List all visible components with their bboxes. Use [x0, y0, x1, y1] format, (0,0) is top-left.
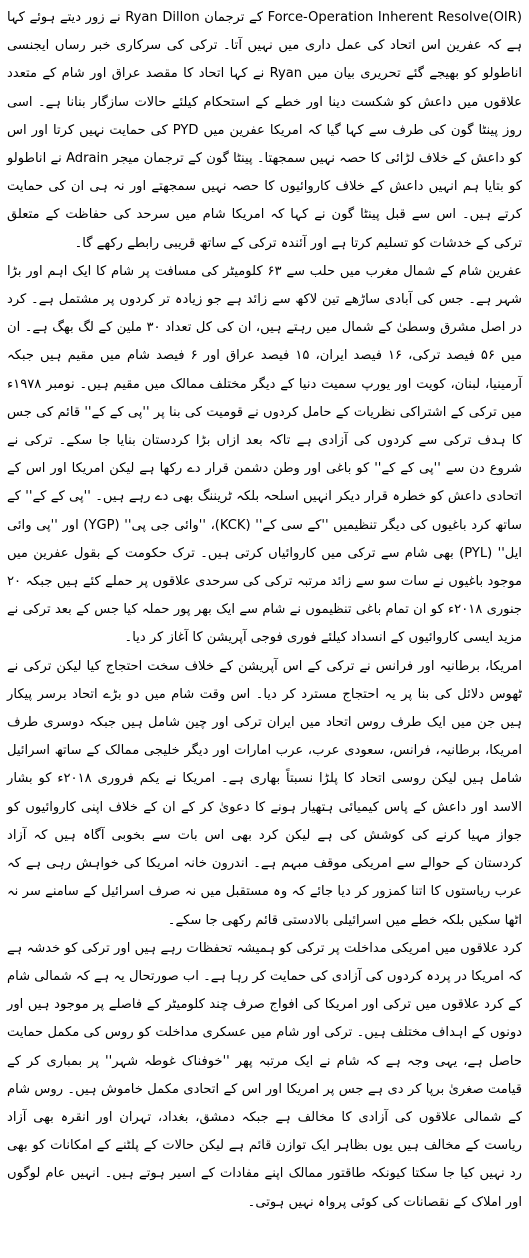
article-paragraph-3: امریکا، برطانیہ اور فرانس نے ترکی کے اس آپریشن کے خلاف سخت احتجاج کیا لیکن ترکی نے ٹھوس دلائل کی بنا پر یہ احتجاج مسترد کر دیا۔ اس وقت شام میں دو بڑے اتحاد برسر پیکار ہیں جن میں ایک طرف روس اتحاد میں ایران ترکی اور چین شامل ہیں جبکہ دوسری طرف امریکا، برطانیہ، فرانس، سعودی عرب، عرب امارات اور دیگر خلیجی ممالک کے ساتھ اسرائیل شامل ہیں لیکن روسی اتحاد کا پلڑا نسبتاً بھاری ہے۔ امریکا نے یکم فروری ۲۰۱۸ء کو بشار الاسد اور داعش کے پاس کیمیائی ہتھیار ہونے کا دعویٰ کر کے ان کے خلاف اپنی کاروائیوں کو جواز مہیا کرنے کی کوشش کی ہے لیکن کرد بھی اس بات سے بخوبی آگاہ ہیں کہ آزاد کردستان کے حوالے سے امریکی موقف مبہم ہے۔ اندرون خانہ امریکا کی خواہش رہی ہے کہ عرب ریاستوں کا اتنا کمزور کر دیا جائے کہ وہ مستقبل میں نہ صرف اسرائیل کے سامنے سر نہ اٹھا سکیں بلکہ خطے میں اسرائیلی بالادستی قائم رکھی جا سکے۔: [7, 658, 522, 928]
article-paragraph-4: کرد علاقوں میں امریکی مداخلت پر ترکی کو ہمیشہ تحفظات رہے ہیں اور ترکی کو خدشہ ہے کہ امریکا در پردہ کردوں کی آزادی کی حمایت کر رہا ہے۔ اب صورتحال یہ ہے کہ شمالی شام کے کرد علاقوں میں ترکی اور امریکا کی افواج صرف چند کلومیٹر کے فاصلے پر موجود ہیں اور دونوں کے اہداف مختلف ہیں۔ ترکی اور شام میں عسکری مداخلت کو روس کی مکمل حمایت حاصل ہے، یہی وجہ ہے کہ شام نے ایک مرتبہ پھر ''خوفناک غوطہ شہر'' پر بمباری کر کے قیامت صغریٰ برپا کر دی ہے جس پر امریکا اور اس کے اتحادی مکمل خاموش ہیں۔ روس شام کے شمالی علاقوں کی آزادی کا مخالف ہے جبکہ دمشق، بغداد، تہران اور انقرہ بھی آزاد ریاست کے مخالف ہیں یوں بظاہر ایک توازن قائم ہے لیکن حالات کے پلٹنے کے امکانات کو بھی رد نہیں کیا جا سکتا کیونکہ طاقتور ممالک اپنے مفادات کے اسیر ہوتے ہیں۔ انہیں عام لوگوں اور املاک کے نقصانات کی کوئی پرواہ نہیں ہوتی۔: [7, 940, 522, 1210]
article-paragraph-1: (OIR)Force-Operation Inherent Resolve کے ترجمان Ryan Dillon نے زور دیتے ہوئے کہا ہے کہ عفرین اس اتحاد کی عمل داری میں نہیں آتا۔ ترکی کی سرکاری خبر رساں ایجنسی اناطولو کو بھیجے گئے تحریری بیان میں Ryan نے کہا اتحاد کا مقصد عراق اور شام کے متعدد علاقوں میں داعش کو شکست دینا اور خطے کے استحکام کیلئے حالات سازگار بنانا ہے۔ اسی روز پینٹا گون کی طرف سے کہا گیا کہ امریکا عفرین میں PYD کی حمایت نہیں کرتا اور اس کو داعش کے خلاف لڑائی کا حصہ نہیں سمجھتا۔ پینٹا گون کے ترجمان میجر Adrain نے اناطولو کو بتایا ہم انہیں داعش کے خلاف کاروائیوں کا حصہ نہیں سمجھتے اور نہ ہی ان کی حمایت کرتے ہیں۔ اس سے قبل پینٹا گون نے کہا کہ امریکا شام میں سرحد کی حفاظت کے متعلق ترکی کے خدشات کو تسلیم کرتا ہے اور آئندہ ترکی کے ساتھ قریبی رابطے رکھے گا۔: [7, 10, 523, 251]
article-paragraph-2: عفرین شام کے شمال مغرب میں حلب سے ۶۳ کلومیٹر کی مسافت پر شام کا ایک اہم اور بڑا شہر ہے۔ جس کی آبادی ساڑھے تین لاکھ سے زائد ہے جو زیادہ تر کردوں پر مشتمل ہے۔ کرد در اصل مشرق وسطیٰ کے شمال میں رہتے ہیں، ان کی کل تعداد ۳۰ ملین کے لگ بھگ ہے۔ ان میں ۵۶ فیصد ترکی، ۱۶ فیصد ایران، ۱۵ فیصد عراق اور ۶ فیصد شام میں مقیم ہیں جبکہ آرمینیا، لبنان، کویت اور یورپ سمیت دنیا کے دیگر مختلف ممالک میں مقیم ہیں۔ نومبر ۱۹۷۸ء میں ترکی کے اشتراکی نظریات کے حامل کردوں نے قومیت کی بنا پر ''پی کے کے'' قائم کی جس کا ہدف ترکی سے کردوں کی آزادی ہے تاکہ بعد ازاں بڑا کردستان بنایا جا سکے۔ ترکی نے شروع دن سے ''پی کے کے'' کو باغی اور وطن دشمن قرار دے رکھا ہے لیکن امریکا اور اس کے اتحادی داعش کو خطرہ قرار دیکر انہیں اسلحہ بلکہ ٹریننگ بھی دے رہے ہیں۔ ''پی کے کے'' کے ساتھ کرد باغیوں کی دیگر تنظیمیں ''کے سی کے'' (KCK)، ''وائی جی پی'' (YGP) اور ''پی وائی ایل'' (PYL) بھی شام سے ترکی میں کاروائیاں کرتی ہیں۔ ترک حکومت کے بقول عفرین میں موجود باغیوں نے سات سو سے زائد مرتبہ ترکی کی سرحدی علاقوں پر حملے کئے ہیں جبکہ ۲۰ جنوری ۲۰۱۸ء کو ان تمام باغی تنظیموں نے شام سے ایک بھر پور حملہ کیا جس کے بعد ترکی نے مزید ایسی کاروائیوں کے انسداد کیلئے فوری فوجی آپریشن کا آغاز کر دیا۔: [7, 263, 523, 646]
